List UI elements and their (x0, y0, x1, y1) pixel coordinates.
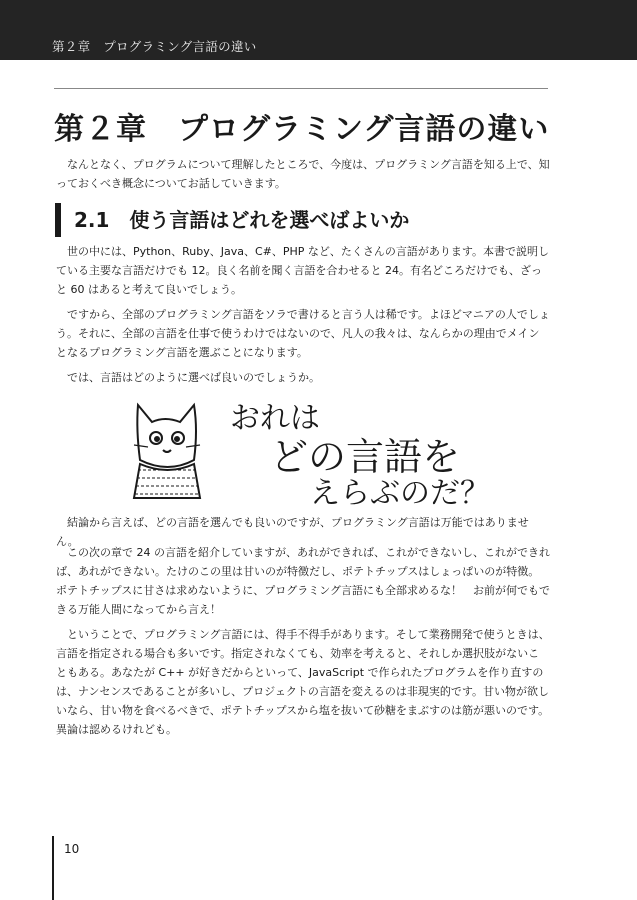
paragraph-question: では、言語はどのように選べば良いのでしょうか。 (67, 371, 320, 384)
chapter-title: 第２章 プログラミング言語の違い (54, 112, 550, 147)
section-marker (55, 203, 61, 237)
page-number: 10 (64, 842, 80, 856)
section-title: 2.1 使う言語はどれを選べばよいか (74, 208, 410, 232)
title-rule (54, 88, 548, 89)
page-number-rule (52, 836, 54, 900)
cat-icon (134, 405, 200, 498)
paragraph-choose: ですから、全部のプログラミング言語をソラで書けると言う人は稀です。よほどマニアの人でしょう。それに、全部の言語を仕事で使うわけではないので、凡人の我々は、なんらかの理由でメインとなるプログラミング言語を選ぶことになります。 (56, 308, 550, 359)
running-header-title: 第２章 プログラミング言語の違い (52, 39, 257, 54)
paragraph-tradeoff: この次の章で 24 の言語を紹介していますが、あれができれば、これができないし、これができれば、あれができない。たけのこの里は甘いのが特徴だし、ポテトチップスはしょっぱいのが特徴。ポテトチップスに甘さは求めないように、プログラミング言語にも全部求めるな！ お前が何でもできる万能人間になってから言え！ (56, 546, 551, 616)
paragraph-strengths: ということで、プログラミング言語には、得手不得手があります。そして業務開発で使うときは、言語を指定される場合も多いです。指定されなくても、効率を考えると、それしか選択肢がないこともある。あなたが C++ が好きだからといって、JavaScript で作られたプログラムを作り直すのは、ナンセンスであることが多いし、プロジェクトの言語を変えるのは非現実的です。甘い物が欲しいなら、甘い物を食べるべきで、ポテトチップスから塩を抜いて砂糖をまぶすのは筋が悪いのです。異論は認めるけれども。 (56, 628, 550, 736)
speech-line-2: どの言語を (270, 435, 461, 479)
cat-illustration (120, 390, 500, 510)
speech-line-3: えらぶのだ？ (310, 476, 490, 510)
paragraph-conclusion: 結論から言えば、どの言語を選んでも良いのですが、プログラミング言語は万能ではありません。 (56, 516, 529, 548)
speech-line-1: おれは (230, 401, 320, 436)
intro-paragraph: なんとなく、プログラムについて理解したところで、今度は、プログラミング言語を知る上で、知っておくべき概念についてお話していきます。 (56, 158, 550, 190)
running-header-bar (0, 0, 637, 60)
paragraph-languages: 世の中には、Python、Ruby、Java、C#、PHP など、たくさんの言語があります。本書で説明している主要な言語だけでも 12。良く名前を聞く言語を合わせると 24。有名どころだけでも、ざっと 60 はあると考えて良いでしょう。 (56, 245, 550, 296)
